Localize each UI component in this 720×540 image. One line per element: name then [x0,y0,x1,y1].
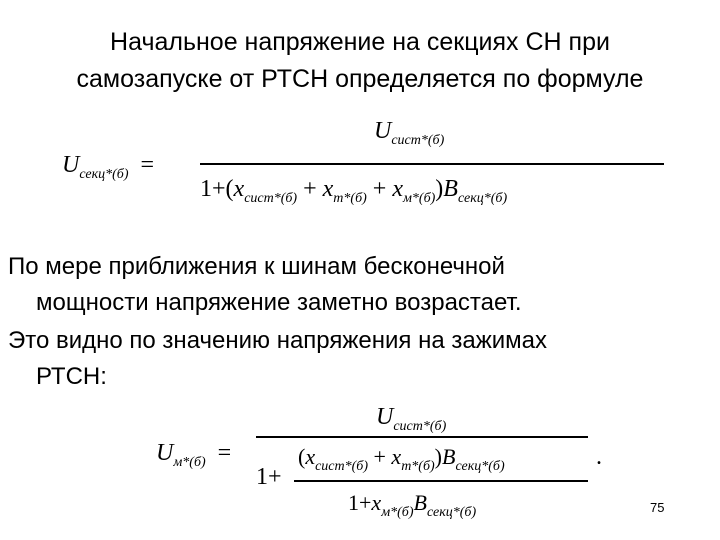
formula-2-inner-fraction-bar [294,480,588,482]
title-line-1: Начальное напряжение на секциях СН при [110,28,610,56]
formula-2-one-plus: 1+ [256,464,282,490]
formula-2-inner-denominator: $1+x_{м*(б)}B_{секц*(б)}$ [348,490,477,520]
formula-1-numerator: $U_{сист*(б)}$ [374,118,445,148]
slide-title [0,24,720,98]
formula-1-denominator: $1+(x_{сист*(б)} + x_{т*(б)} + x_{м*(б)})B_{секц*(б)}$ [200,176,508,206]
paragraph-1: По мере приближения к шинам бесконечной мощности напряжение заметно возрастает. [8,253,522,316]
formula-2-main-fraction-bar [256,436,588,438]
page-number: 75 [650,500,665,515]
formula-2-numerator: $U_{сист*(б)}$ [376,404,447,434]
formula-2-dot: . [596,444,602,470]
formula-1-fraction-bar [200,163,664,165]
title-line-2: самозапуске от РТСН определяется по формуле [76,65,644,93]
paragraph-2: Это видно по значению напряжения на зажимах РТСН: [8,327,548,390]
formula-2-inner-numerator: $(x_{сист*(б)} + x_{т*(б)})B_{секц*(б)}$ [298,444,505,474]
formula-2-lhs: $U_{м*(б)}$ = [156,440,232,470]
formula-1-lhs: $U_{секц*(б)}$ = [62,152,155,182]
